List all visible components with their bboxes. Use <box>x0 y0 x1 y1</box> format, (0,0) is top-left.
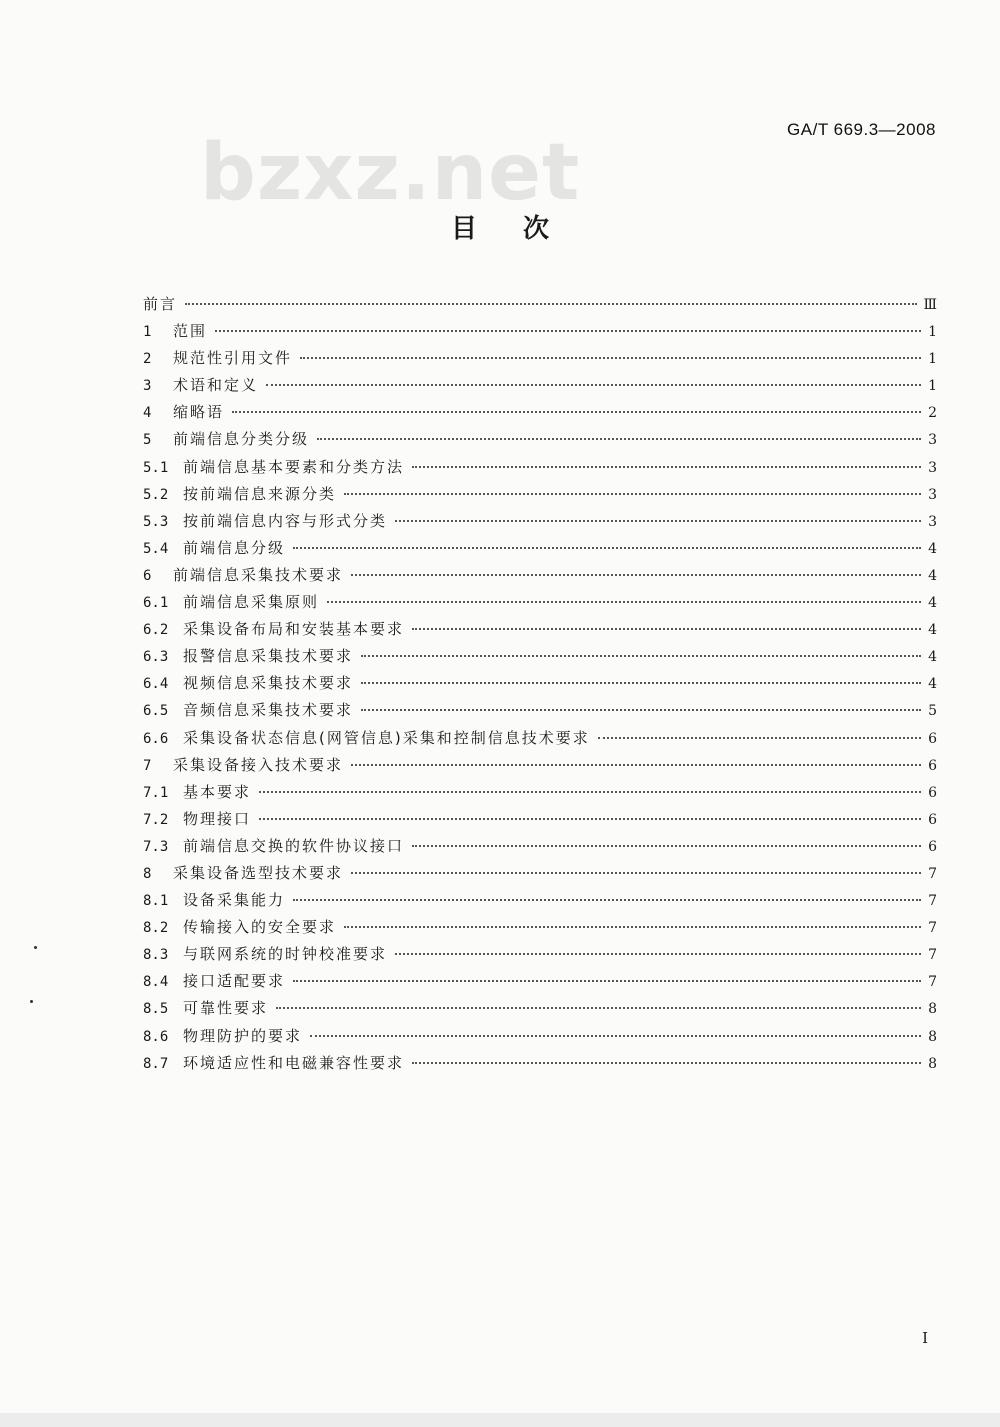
toc-entry-number: 5.3 <box>143 513 169 530</box>
toc-leader-dots <box>361 682 921 684</box>
scan-speck <box>30 1000 33 1003</box>
toc-entry-title: 规范性引用文件 <box>173 349 293 368</box>
toc-entry-title: 设备采集能力 <box>183 891 286 910</box>
toc-entry-title: 物理防护的要求 <box>183 1026 303 1045</box>
toc-entry[interactable] <box>143 727 937 754</box>
toc-entry-title: 采集设备状态信息(网管信息)采集和控制信息技术要求 <box>183 728 590 747</box>
toc-entry[interactable] <box>143 835 937 862</box>
toc-entry[interactable] <box>143 916 937 943</box>
toc-entry[interactable] <box>143 618 937 645</box>
toc-entry-number: 6.5 <box>143 703 169 720</box>
toc-entry[interactable] <box>143 428 937 455</box>
toc-entry-page: 1 <box>928 378 937 395</box>
toc-entry-title: 缩略语 <box>173 403 225 422</box>
toc-entry-page: 4 <box>928 540 937 557</box>
toc-entry[interactable] <box>143 970 937 997</box>
toc-entry[interactable] <box>143 862 937 889</box>
page-title-text: 目次 <box>450 214 595 244</box>
toc-entry-number: 4 <box>143 405 152 422</box>
toc-entry-number: 7.2 <box>143 811 169 828</box>
toc-entry-title: 传输接入的安全要求 <box>183 918 337 937</box>
toc-entry-number: 6.1 <box>143 595 169 612</box>
toc-entry-page: 1 <box>928 351 937 368</box>
toc-leader-dots <box>412 466 921 468</box>
toc-entry-title: 前端信息采集原则 <box>183 593 320 612</box>
toc-entry[interactable] <box>143 483 937 510</box>
toc-entry-number: 6 <box>143 567 152 584</box>
toc-leader-dots <box>351 574 921 576</box>
toc-entry-title: 可靠性要求 <box>183 999 269 1018</box>
toc-entry-title: 前端信息分级 <box>183 538 286 557</box>
toc-leader-dots <box>327 601 921 603</box>
toc-entry-number: 5.1 <box>143 459 169 476</box>
toc-entry-number: 8.2 <box>143 920 169 937</box>
toc-entry[interactable] <box>143 997 937 1024</box>
toc-entry-title: 环境适应性和电磁兼容性要求 <box>183 1053 405 1072</box>
toc-entry-number: 6.4 <box>143 676 169 693</box>
toc-entry-number: 8.1 <box>143 893 169 910</box>
toc-leader-dots <box>395 520 921 522</box>
toc-entry-number: 6.2 <box>143 622 169 639</box>
toc-entry-page: 2 <box>928 405 937 422</box>
toc-leader-dots <box>361 655 921 657</box>
toc-entry-page: 4 <box>928 567 937 584</box>
toc-entry-title: 报警信息采集技术要求 <box>183 647 354 666</box>
toc-leader-dots <box>259 818 921 820</box>
toc-entry-title: 按前端信息内容与形式分类 <box>183 511 388 530</box>
watermark: bzxz.net <box>200 128 581 218</box>
toc-leader-dots <box>266 384 921 386</box>
toc-entry-title: 视频信息采集技术要求 <box>183 674 354 693</box>
toc-entry-title: 物理接口 <box>183 809 252 828</box>
toc-entry-page: 3 <box>928 513 937 530</box>
toc-entry[interactable] <box>143 754 937 781</box>
toc-entry-title: 前端信息采集技术要求 <box>173 565 344 584</box>
toc-leader-dots <box>361 709 921 711</box>
toc-entry-page: 4 <box>928 649 937 666</box>
toc-entry-title: 采集设备选型技术要求 <box>173 863 344 882</box>
toc-entry-page: 7 <box>928 947 937 964</box>
toc-entry[interactable] <box>143 564 937 591</box>
toc-entry-page: 7 <box>928 865 937 882</box>
toc-entry[interactable] <box>143 943 937 970</box>
toc-leader-dots <box>300 357 921 359</box>
toc-leader-dots <box>293 899 921 901</box>
toc-entry[interactable] <box>143 1052 937 1079</box>
toc-leader-dots <box>395 953 921 955</box>
toc-entry[interactable] <box>143 510 937 537</box>
toc-entry[interactable] <box>143 320 937 347</box>
toc-entry-number: 5.2 <box>143 486 169 503</box>
toc-entry-page: 6 <box>928 757 937 774</box>
toc-leader-dots <box>232 411 921 413</box>
toc-entry-page: 3 <box>928 486 937 503</box>
toc-entry-page: 7 <box>928 893 937 910</box>
toc-leader-dots <box>351 872 921 874</box>
toc-entry-number: 7.1 <box>143 784 169 801</box>
toc-leader-dots <box>310 1035 921 1037</box>
toc-entry-number: 7 <box>143 757 152 774</box>
toc-entry[interactable] <box>143 456 937 483</box>
toc-entry[interactable] <box>143 645 937 672</box>
toc-leader-dots <box>344 493 921 495</box>
toc-entry[interactable] <box>143 699 937 726</box>
toc-leader-dots <box>351 764 921 766</box>
toc-entry[interactable] <box>143 889 937 916</box>
toc-entry-title: 基本要求 <box>183 782 252 801</box>
toc-entry-number: 3 <box>143 378 152 395</box>
toc-entry-page: 6 <box>928 784 937 801</box>
toc-entry-page: 1 <box>928 324 937 341</box>
toc-entry-page: 6 <box>928 838 937 855</box>
toc-entry-title: 采集设备布局和安装基本要求 <box>183 620 405 639</box>
toc-entry[interactable] <box>143 808 937 835</box>
toc-entry-page: 4 <box>928 622 937 639</box>
toc-entry-page: 8 <box>928 1055 937 1072</box>
toc-entry-title: 与联网系统的时钟校准要求 <box>183 945 388 964</box>
toc-entry[interactable] <box>143 672 937 699</box>
toc-entry[interactable] <box>143 374 937 401</box>
toc-entry[interactable] <box>143 1025 937 1052</box>
toc-entry-page: 4 <box>928 676 937 693</box>
toc-leader-dots <box>344 926 921 928</box>
standard-code: GA/T 669.3—2008 <box>787 120 936 139</box>
toc-entry-title: 前端信息基本要素和分类方法 <box>183 457 405 476</box>
toc-entry-page: 6 <box>928 811 937 828</box>
toc-entry[interactable] <box>143 781 937 808</box>
toc-leader-dots <box>215 330 921 332</box>
toc-entry-number: 7.3 <box>143 838 169 855</box>
toc-entry[interactable] <box>143 293 937 320</box>
toc-leader-dots <box>412 1062 921 1064</box>
toc-entry-number: 8.5 <box>143 1001 169 1018</box>
toc-entry-page: 3 <box>928 432 937 449</box>
toc-entry-title: 采集设备接入技术要求 <box>173 755 344 774</box>
toc-entry-number: 8 <box>143 865 152 882</box>
table-of-contents <box>143 293 937 1079</box>
toc-entry-number: 2 <box>143 351 152 368</box>
toc-entry-title: 接口适配要求 <box>183 972 286 991</box>
toc-entry-page: 5 <box>928 703 937 720</box>
toc-entry-page: 6 <box>928 730 937 747</box>
toc-entry-number: 8.6 <box>143 1028 169 1045</box>
toc-entry-title: 前端信息分类分级 <box>173 430 310 449</box>
toc-entry-number: 8.3 <box>143 947 169 964</box>
toc-leader-dots <box>293 547 921 549</box>
toc-leader-dots <box>293 980 921 982</box>
toc-entry-title: 术语和定义 <box>173 376 259 395</box>
toc-entry-page: Ⅲ <box>923 297 937 313</box>
toc-entry-title: 按前端信息来源分类 <box>183 484 337 503</box>
toc-entry-page: 8 <box>928 1001 937 1018</box>
toc-entry-title: 范围 <box>173 322 208 341</box>
toc-entry-number: 5 <box>143 432 152 449</box>
toc-leader-dots <box>412 845 921 847</box>
toc-entry-page: 8 <box>928 1028 937 1045</box>
toc-entry-number: 6.6 <box>143 730 169 747</box>
toc-entry[interactable] <box>143 347 937 374</box>
toc-entry[interactable] <box>143 401 937 428</box>
toc-entry-number: 8.4 <box>143 974 169 991</box>
toc-entry-title: 音频信息采集技术要求 <box>183 701 354 720</box>
scan-speck <box>34 946 37 949</box>
bottom-edge <box>0 1413 1000 1427</box>
page-title <box>0 208 1000 245</box>
toc-entry-number: 6.3 <box>143 649 169 666</box>
toc-entry[interactable] <box>143 591 937 618</box>
toc-entry-page: 4 <box>928 595 937 612</box>
toc-leader-dots <box>185 303 917 305</box>
toc-entry-title: 前端信息交换的软件协议接口 <box>183 836 405 855</box>
toc-leader-dots <box>412 628 921 630</box>
toc-entry-number: 1 <box>143 324 152 341</box>
toc-leader-dots <box>276 1007 921 1009</box>
toc-entry-number: 8.7 <box>143 1055 169 1072</box>
toc-entry-page: 3 <box>928 459 937 476</box>
toc-entry[interactable] <box>143 537 937 564</box>
toc-entry-number: 5.4 <box>143 540 169 557</box>
toc-entry-page: 7 <box>928 974 937 991</box>
toc-entry-page: 7 <box>928 920 937 937</box>
toc-leader-dots <box>317 438 921 440</box>
toc-leader-dots <box>259 791 921 793</box>
toc-entry-title: 前言 <box>143 295 178 313</box>
toc-leader-dots <box>598 737 921 739</box>
page-number: I <box>922 1329 928 1347</box>
